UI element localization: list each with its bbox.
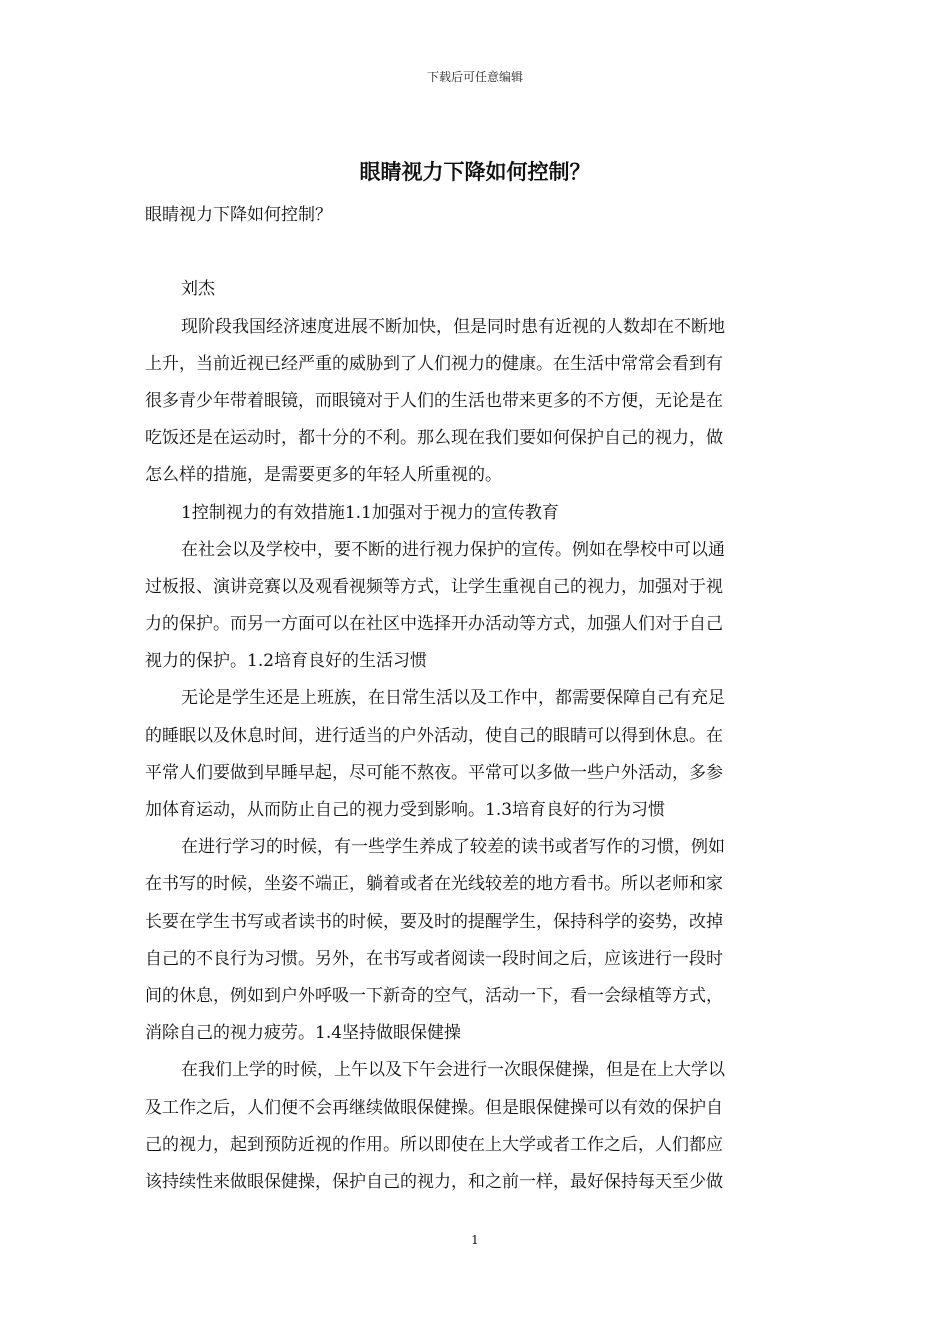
paragraph-line: 力的保护。而另一方面可以在社区中选择开办活动等方式，加强人们对于自己 [145,614,723,635]
paragraph-line: 吃饭还是在运动时，都十分的不利。那么现在我们要如何保护自己的视力，做 [145,428,723,449]
section-heading-line: 1控制视力的有效措施1.1加强对于视力的宣传教育 [181,502,559,523]
author-line: 刘杰 [181,279,215,300]
paragraph-line: 很多青少年带着眼镜，而眼镜对于人们的生活也带来更多的不方便，无论是在 [145,390,723,411]
document-title: 眼睛视力下降如何控制？ [359,160,591,184]
paragraph-line: 自己的不良行为习惯。另外，在书写或者阅读一段时间之后，应该进行一段时 [145,948,723,969]
paragraph-line: 视力的保护。1.2培育良好的生活习惯 [145,651,428,672]
paragraph-line: 及工作之后，人们便不会再继续做眼保健操。但是眼保健操可以有效的保护自 [145,1097,723,1118]
paragraph-line: 上升，当前近视已经严重的威胁到了人们视力的健康。在生活中常常会看到有 [145,353,723,374]
paragraph-line: 平常人们要做到早睡早起，尽可能不熬夜。平常可以多做一些户外活动，多参 [145,762,723,783]
blank-line [145,234,805,271]
paragraph-line: 的睡眠以及休息时间，进行适当的户外活动，使自己的眼睛可以得到休息。在 [145,725,723,746]
paragraph-line: 间的休息，例如到户外呼吸一下新奇的空气，活动一下，看一会绿植等方式， [145,985,723,1006]
paragraph-line: 己的视力，起到预防近视的作用。所以即使在上大学或者工作之后，人们都应 [145,1134,723,1155]
subtitle-line: 眼睛视力下降如何控制？ [145,205,332,225]
paragraph-line: 现阶段我国经济速度进展不断加快，但是同时患有近视的人数却在不断地 [181,316,725,337]
paragraph-line: 在社会以及学校中，要不断的进行视力保护的宣传。例如在學校中可以通 [181,539,725,560]
page-number: 1 [471,1233,479,1247]
document-body [145,197,805,1201]
paragraph-line: 该持续性来做眼保健操，保护自己的视力，和之前一样，最好保持每天至少做 [145,1171,723,1192]
paragraph-line: 在书写的时候，坐姿不端正，躺着或者在光线较差的地方看书。所以老师和家 [145,874,723,895]
paragraph-line: 长要在学生书写或者读书的时候，要及时的提醒学生，保持科学的姿势，改掉 [145,911,723,932]
paragraph-line: 在进行学习的时候，有一些学生养成了较差的读书或者写作的习惯，例如 [181,837,725,858]
paragraph-line: 过板报、演讲竞赛以及观看视频等方式，让学生重视自己的视力，加强对于视 [145,576,723,597]
page-header-note: 下载后可任意编辑 [426,70,523,84]
paragraph-line: 无论是学生还是上班族，在日常生活以及工作中，都需要保障自己有充足 [181,688,725,709]
paragraph-line: 怎么样的措施，是需要更多的年轻人所重视的。 [145,465,502,486]
paragraph-line: 加体育运动，从而防止自己的视力受到影响。1.3培育良好的行为习惯 [145,800,666,820]
paragraph-line: 在我们上学的时候，上午以及下午会进行一次眼保健操，但是在上大学以 [181,1060,725,1081]
paragraph-line: 消除自己的视力疲劳。1.4坚持做眼保健操 [145,1023,462,1044]
